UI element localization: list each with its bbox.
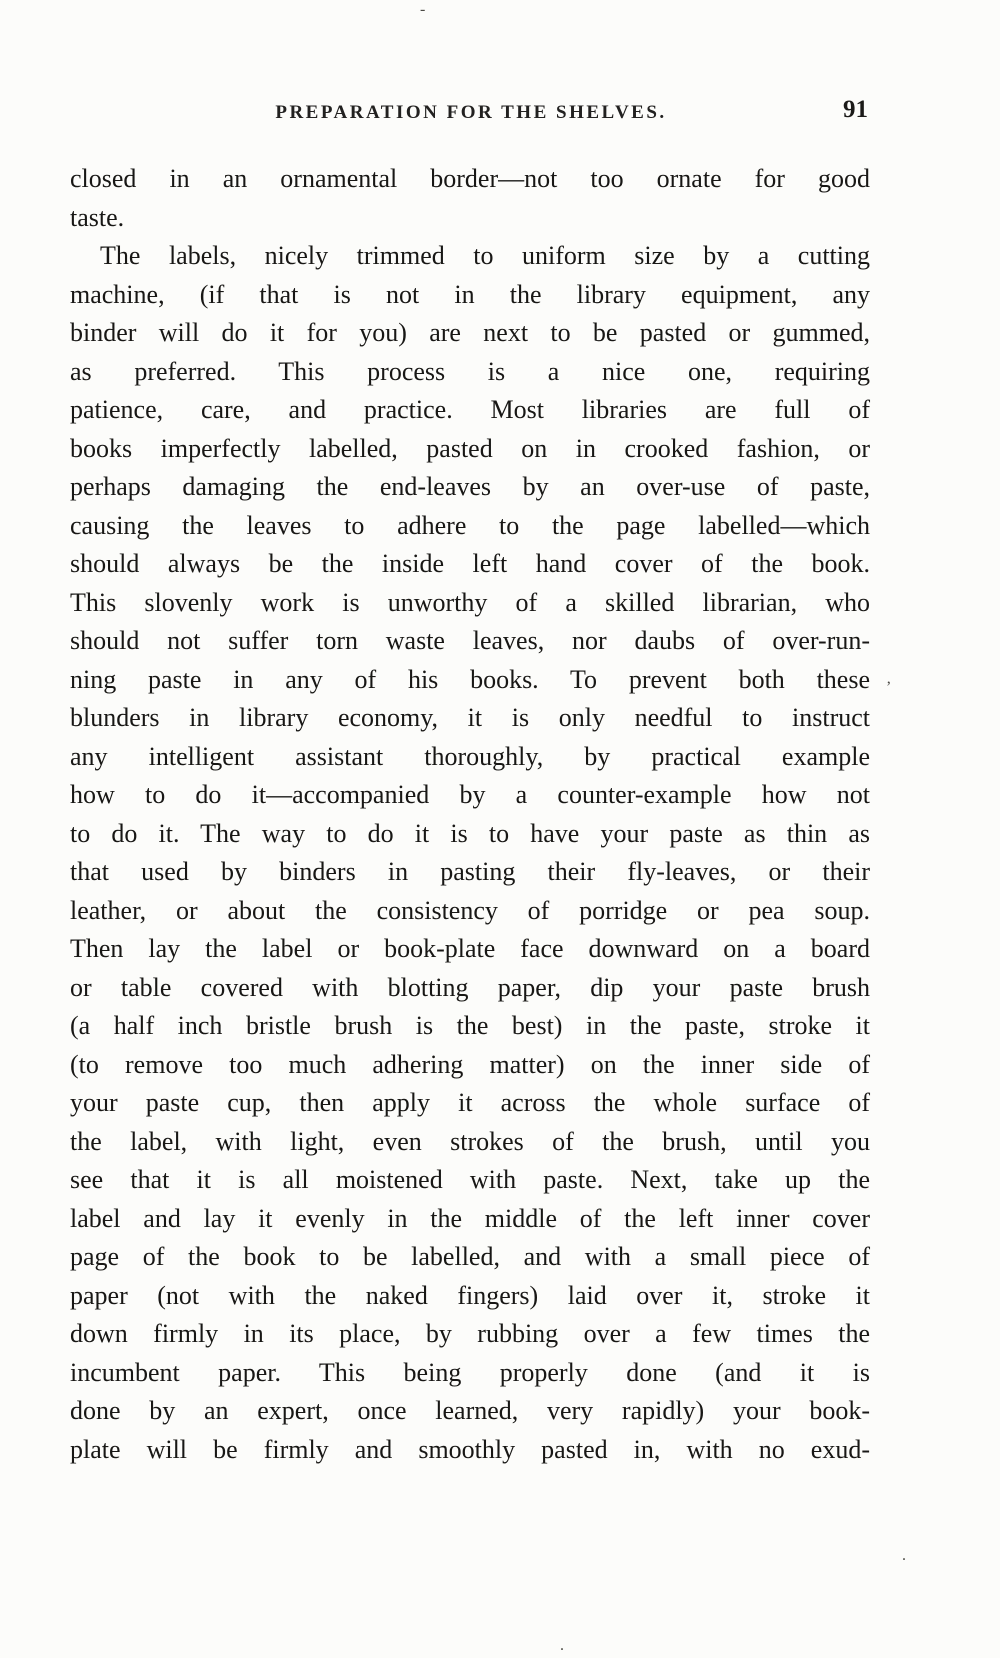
body-text xyxy=(70,160,870,1469)
text-line: leather, or about the consistency of porridge or pea soup. xyxy=(70,895,870,925)
text-line: causing the leaves to adhere to the page labelled—which xyxy=(70,510,870,540)
text-line: blunders in library economy, it is only needful to instruct xyxy=(70,703,870,732)
text-line: done by an expert, once learned, very rapidly) your book- xyxy=(70,1396,870,1425)
scan-artifact: . xyxy=(902,1547,906,1564)
text-line: should not suffer torn waste leaves, nor daubs of over-run- xyxy=(70,626,870,655)
scan-artifact: - xyxy=(420,1,426,18)
text-line: the label, with light, even strokes of the brush, until you xyxy=(70,1126,870,1156)
text-line: machine, (if that is not in the library equipment, any xyxy=(70,279,870,309)
text-line: ning paste in any of his books. To prevent both these xyxy=(70,664,870,694)
running-title: PREPARATION FOR THE SHELVES. xyxy=(275,102,667,123)
text-line: down firmly in its place, by rubbing over a few times the xyxy=(70,1319,870,1348)
text-line: paper (not with the naked fingers) laid over it, stroke it xyxy=(70,1280,870,1310)
text-line: (a half inch bristle brush is the best) in the paste, stroke it xyxy=(70,1011,870,1040)
text-line: Then lay the label or book-plate face downward on a board xyxy=(70,934,870,963)
text-line: as preferred. This process is a nice one, requiring xyxy=(70,356,870,386)
text-line: perhaps damaging the end-leaves by an over-use of paste, xyxy=(70,472,870,501)
text-line: see that it is all moistened with paste. Next, take up the xyxy=(70,1165,870,1194)
text-line: books imperfectly labelled, pasted on in crooked fashion, or xyxy=(70,433,870,463)
text-line: incumbent paper. This being properly done (and it is xyxy=(70,1357,870,1387)
text-line: binder will do it for you) are next to be pasted or gummed, xyxy=(70,318,870,347)
text-line: or table covered with blotting paper, dip your paste brush xyxy=(70,972,870,1002)
text-line: should always be the inside left hand cover of the book. xyxy=(70,549,870,578)
text-line: page of the book to be labelled, and with a small piece of xyxy=(70,1242,870,1271)
text-line: label and lay it evenly in the middle of the left inner cover xyxy=(70,1203,870,1233)
text-line: plate will be firmly and smoothly pasted in, with no exud- xyxy=(70,1434,870,1464)
text-line: closed in an ornamental border—not too ornate for good xyxy=(70,164,870,193)
text-line: to do it. The way to do it is to have your paste as thin as xyxy=(70,818,870,848)
text-line: how to do it—accompanied by a counter-example how not xyxy=(70,780,870,809)
page-header xyxy=(72,96,870,132)
text-line: (to remove too much adhering matter) on the inner side of xyxy=(70,1049,870,1079)
scan-artifact: . xyxy=(560,1637,564,1654)
text-line: The labels, nicely trimmed to uniform size by a cutting xyxy=(100,241,870,270)
text-line: taste. xyxy=(70,202,125,232)
text-line: any intelligent assistant thoroughly, by practical example xyxy=(70,741,870,771)
page-number: 91 xyxy=(843,96,868,123)
text-line: your paste cup, then apply it across the whole surface of xyxy=(70,1088,870,1117)
scan-artifact: ’ xyxy=(886,679,892,696)
text-line: This slovenly work is unworthy of a skilled librarian, who xyxy=(70,587,870,617)
text-line: patience, care, and practice. Most libraries are full of xyxy=(70,395,870,424)
text-line: that used by binders in pasting their fly-leaves, or their xyxy=(70,857,870,886)
